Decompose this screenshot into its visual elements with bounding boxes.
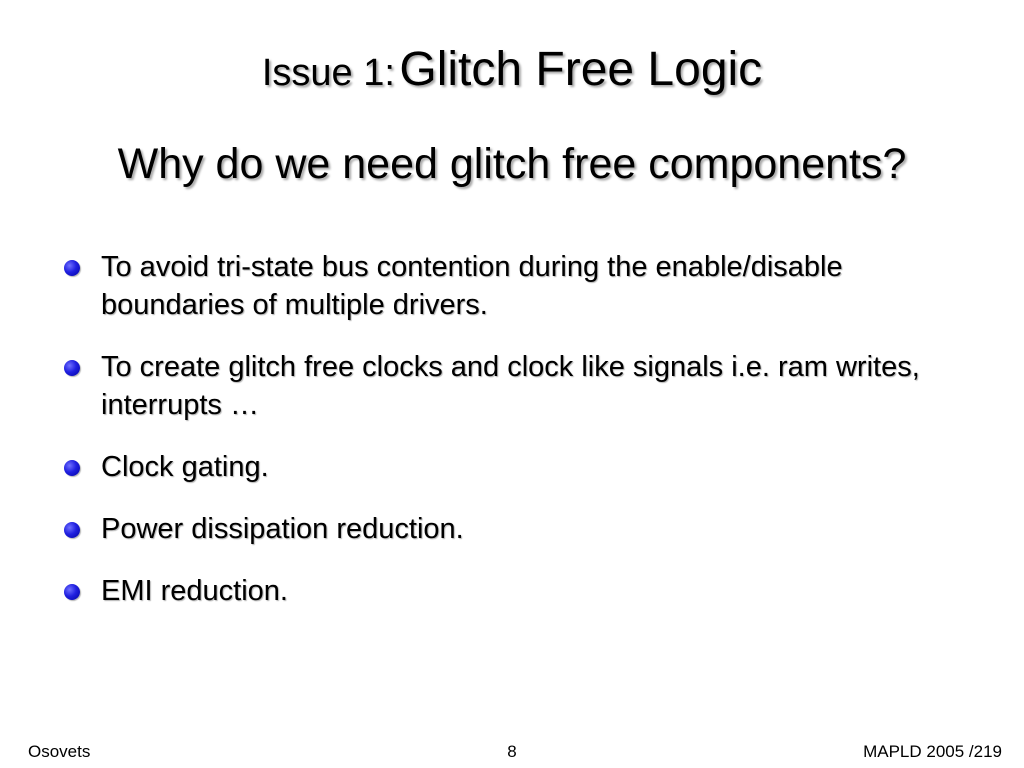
bullet-dot-icon <box>64 584 80 600</box>
footer-page-number: 8 <box>507 742 517 761</box>
bullet-dot-icon <box>64 522 80 538</box>
bullet-item <box>60 448 980 486</box>
title-main: Glitch Free Logic <box>399 43 763 96</box>
bullet-item <box>60 510 980 548</box>
bullet-text: Clock gating. <box>101 451 269 483</box>
bullet-text: To avoid tri-state bus contention during the enable/disable boundaries of multiple drivers. <box>101 251 843 321</box>
bullet-dot-icon <box>64 460 80 476</box>
title-prefix: Issue 1: <box>261 52 395 94</box>
bullet-text: Power dissipation reduction. <box>101 513 464 545</box>
bullet-dot-icon <box>64 360 80 376</box>
bullet-item <box>60 348 980 424</box>
bullet-text: EMI reduction. <box>101 575 288 607</box>
bullet-list <box>60 248 980 634</box>
bullet-text: To create glitch free clocks and clock like signals i.e. ram writes, interrupts … <box>101 351 920 421</box>
bullet-item <box>60 248 980 324</box>
footer-event: MAPLD 2005 /219 <box>863 742 1002 761</box>
bullet-item <box>60 572 980 610</box>
footer-author: Osovets <box>28 742 91 761</box>
slide-title <box>0 42 1024 97</box>
bullet-dot-icon <box>64 260 80 276</box>
slide-subtitle: Why do we need glitch free components? <box>117 140 907 188</box>
